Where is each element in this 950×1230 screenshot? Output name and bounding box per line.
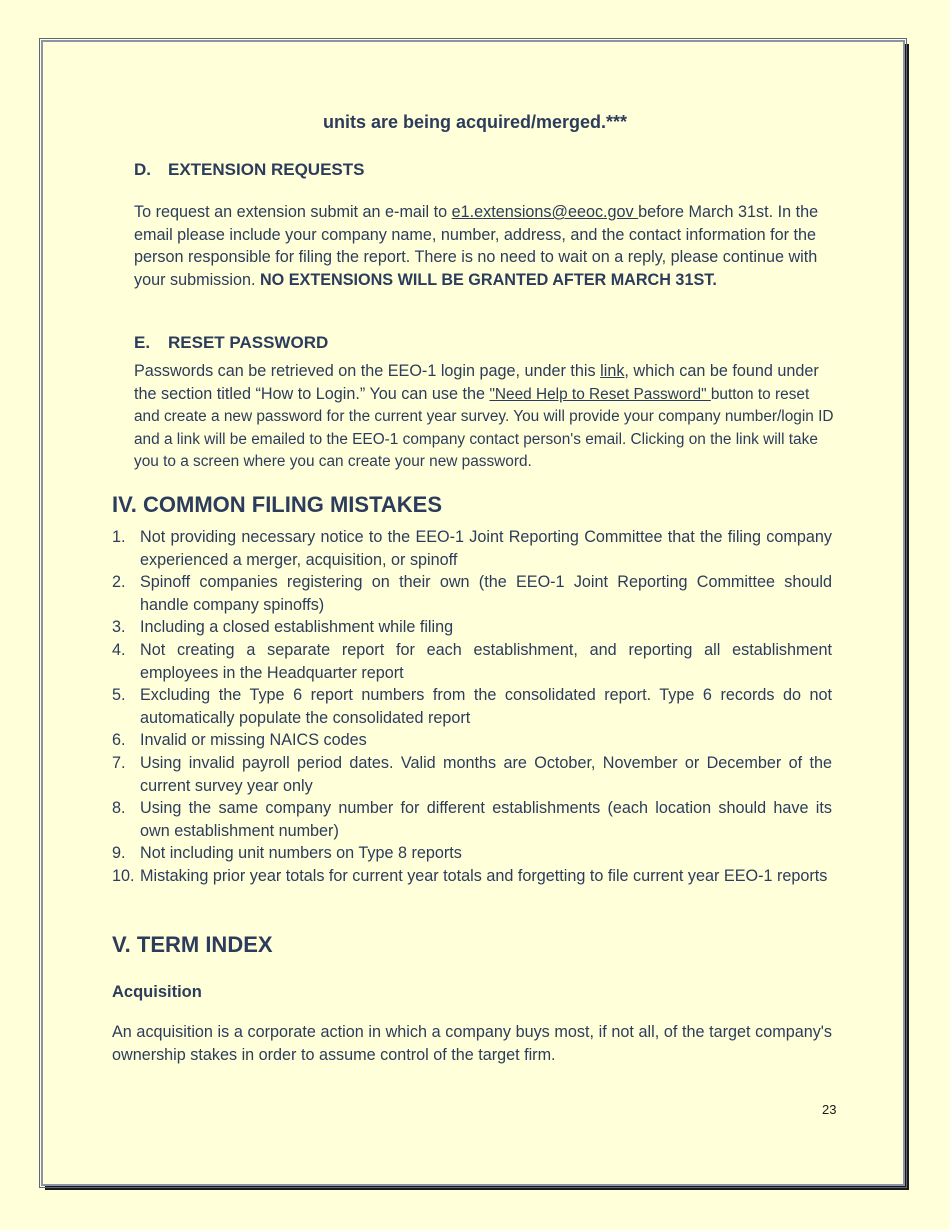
list-item xyxy=(112,797,832,842)
list-item xyxy=(112,616,832,639)
extension-title: EXTENSION REQUESTS xyxy=(168,160,365,179)
list-item-text: Not creating a separate report for each establishment, and reporting all establishment employees in the Headquarter report xyxy=(140,640,832,682)
list-item-number: 8. xyxy=(112,799,126,818)
list-item-text: Including a closed establishment while filing xyxy=(140,618,454,637)
term-acquisition: Acquisition xyxy=(112,983,202,1001)
reset-text-2: , which can be found under the section titled “How to Login.” You can use the xyxy=(134,362,819,403)
extension-requests-heading xyxy=(134,160,364,180)
reset-paragraph xyxy=(134,360,834,473)
common-mistakes-heading: IV. COMMON FILING MISTAKES xyxy=(112,492,443,517)
reset-text-3: button to reset and create a new password for the current year survey. You will provide your company number/login ID and a link will be emailed to the EEO-1 company contact person's email. Clicking on the link will take you to a screen where you can create your new password. xyxy=(134,385,834,471)
list-item-text: Spinoff companies registering on their own (the EEO-1 Joint Reporting Committee should handle company spinoffs) xyxy=(140,573,832,614)
list-item-number: 3. xyxy=(112,618,126,637)
list-item-text: Not including unit numbers on Type 8 reports xyxy=(140,844,462,863)
extension-email-link[interactable]: e1.extensions@eeoc.gov xyxy=(451,203,639,221)
list-item-number: 6. xyxy=(112,731,126,750)
reset-text-1: Passwords can be retrieved on the EEO-1 login page, under this xyxy=(134,362,601,380)
extension-paragraph xyxy=(134,201,834,291)
continued-heading: units are being acquired/merged.*** xyxy=(322,112,628,132)
list-item-text: Invalid or missing NAICS codes xyxy=(140,731,367,750)
login-link[interactable]: link xyxy=(600,362,625,380)
extension-text-before: To request an extension submit an e-mail to xyxy=(134,203,452,221)
list-item-number: 4. xyxy=(112,640,126,659)
list-item-text: Mistaking prior year totals for current year totals and forgetting to file current year EEO-1 reports xyxy=(140,866,828,885)
reset-password-heading xyxy=(134,333,328,353)
list-item-number: 5. xyxy=(112,686,126,705)
list-item-number: 7. xyxy=(112,753,126,772)
list-item xyxy=(112,752,832,797)
list-item-text: Excluding the Type 6 report numbers from the consolidated report. Type 6 records do not automatically populate the consolidated report xyxy=(140,686,832,727)
reset-title: RESET PASSWORD xyxy=(168,333,329,352)
list-item-text: Using the same company number for different establishments (each location should have its own establishment number) xyxy=(140,799,832,840)
list-item-text: Using invalid payroll period dates. Valid months are October, November or December of the current survey year only xyxy=(140,753,832,795)
list-item xyxy=(112,865,832,888)
list-item xyxy=(112,639,832,684)
list-item xyxy=(112,729,832,752)
list-item xyxy=(112,526,832,571)
extension-letter: D. xyxy=(134,160,151,179)
page-number: 23 xyxy=(822,1102,837,1117)
term-definition: An acquisition is a corporate action in which a company buys most, if not all, of the target company's ownership stakes in order to assume control of the target firm. xyxy=(112,1023,832,1064)
reset-letter: E. xyxy=(134,333,151,352)
extension-text-after: before March 31st. In the email please include your company name, number, address, and the contact information for the person responsible for filing the report. There is no need to wait on a reply, please continue with your submission. xyxy=(134,203,819,289)
list-item-number: 2. xyxy=(112,573,126,592)
list-item xyxy=(112,842,832,865)
list-item xyxy=(112,684,832,729)
reset-password-link[interactable]: "Need Help to Reset Password" xyxy=(489,385,711,403)
list-item-number: 10. xyxy=(112,866,135,885)
term-index-heading: V. TERM INDEX xyxy=(112,932,273,957)
list-item-number: 1. xyxy=(112,528,126,546)
list-item-number: 9. xyxy=(112,844,126,863)
mistakes-list xyxy=(112,526,832,888)
extension-warning: NO EXTENSIONS WILL BE GRANTED AFTER MARCH 31ST. xyxy=(259,270,717,289)
list-item xyxy=(112,571,832,616)
list-item-text: Not providing necessary notice to the EEO-1 Joint Reporting Committee that the filing company experienced a merger, acquisition, or spinoff xyxy=(140,528,832,569)
